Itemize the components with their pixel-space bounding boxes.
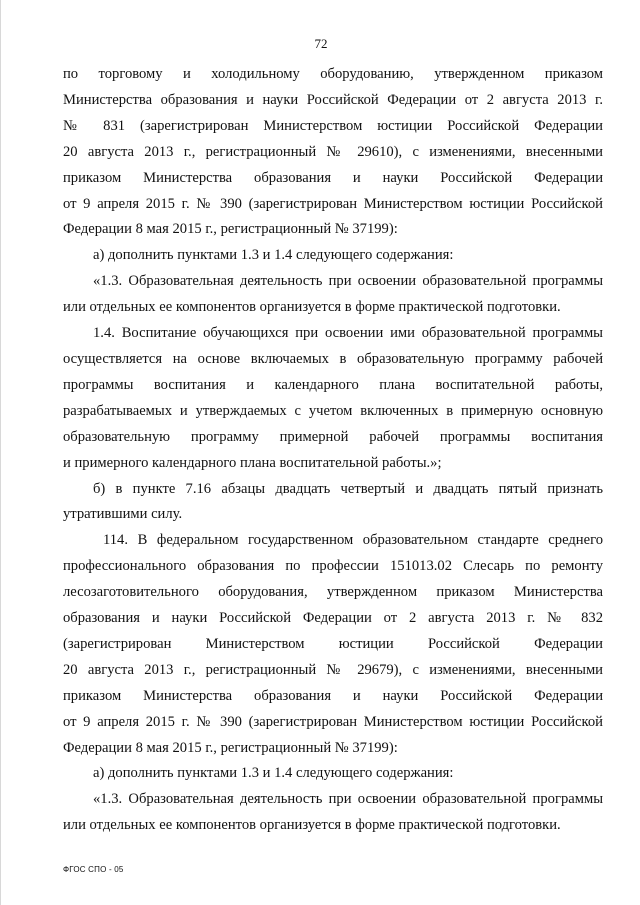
footer-code: ФГОС СПО - 05 — [63, 865, 124, 874]
paragraph-amendment-intro — [63, 62, 603, 243]
text-line: от 9 апреля 2015 г. № 390 (зарегистрирован Министерством юстиции Российской — [63, 195, 603, 212]
text-line: по торговому и холодильному оборудованию, утвержденном приказом — [63, 66, 603, 82]
text-line: 20 августа 2013 г., регистрационный № 29679), с изменениями, внесенными — [63, 661, 603, 678]
text-line: «1.3. Образовательная деятельность при освоении образовательной программы — [93, 791, 603, 808]
text-line: профессионального образования по профессии 151013.02 Слесарь по ремонту — [63, 558, 603, 575]
text-line: от 9 апреля 2015 г. № 390 (зарегистрирован Министерством юстиции Российской — [63, 713, 603, 730]
paragraph-clause-1-4 — [63, 321, 603, 476]
paragraph-item-a-2 — [63, 761, 603, 787]
text-line: образовательную программу примерной рабочей программы воспитания — [63, 428, 603, 445]
text-line: или отдельных ее компонентов организуется в форме практической подготовки. — [63, 817, 561, 834]
text-line: осуществляется на основе включаемых в образовательную программу рабочей — [63, 350, 603, 367]
text-line: Федерации 8 мая 2015 г., регистрационный № 37199): — [63, 221, 398, 238]
text-line: 1.4. Воспитание обучающихся при освоении ими образовательной программы — [93, 325, 603, 342]
text-line: а) дополнить пунктами 1.3 и 1.4 следующего содержания: — [93, 765, 454, 782]
text-line: а) дополнить пунктами 1.3 и 1.4 следующего содержания: — [93, 247, 454, 264]
text-line: Министерства образования и науки Российской Федерации от 2 августа 2013 г. — [63, 91, 603, 108]
document-body — [63, 62, 603, 839]
text-line: приказом Министерства образования и науки Российской Федерации — [63, 687, 603, 704]
text-line: 114. В федеральном государственном образовательном стандарте среднего — [103, 532, 603, 549]
text-line: 20 августа 2013 г., регистрационный № 29610), с изменениями, внесенными — [63, 143, 603, 160]
text-line: и примерного календарного плана воспитательной работы.»; — [63, 454, 442, 471]
paragraph-item-a — [63, 243, 603, 269]
page-number: 72 — [314, 36, 328, 51]
text-line: приказом Министерства образования и науки Российской Федерации — [63, 169, 603, 186]
text-line: (зарегистрирован Министерством юстиции Российской Федерации — [63, 635, 603, 652]
text-line: разрабатываемых и утверждаемых с учетом включенных в примерную основную — [63, 402, 603, 419]
text-line: утратившими силу. — [63, 506, 183, 523]
text-line: «1.3. Образовательная деятельность при освоении образовательной программы — [93, 273, 603, 290]
paragraph-clause-1-3-2 — [63, 787, 603, 839]
text-line: программы воспитания и календарного плана воспитательной работы, — [63, 376, 603, 393]
text-line: б) в пункте 7.16 абзацы двадцать четвертый и двадцать пятый признать — [93, 480, 603, 497]
text-line: № 831 (зарегистрирован Министерством юстиции Российской Федерации — [63, 117, 603, 134]
paragraph-item-114 — [63, 528, 603, 761]
paragraph-clause-1-3 — [63, 269, 603, 321]
text-line: Федерации 8 мая 2015 г., регистрационный № 37199): — [63, 739, 398, 756]
text-line: лесозаготовительного оборудования, утвержденном приказом Министерства — [63, 584, 603, 601]
paragraph-item-b — [63, 477, 603, 529]
text-line: образования и науки Российской Федерации от 2 августа 2013 г. № 832 — [63, 610, 603, 627]
text-line: или отдельных ее компонентов организуется в форме практической подготовки. — [63, 299, 561, 316]
